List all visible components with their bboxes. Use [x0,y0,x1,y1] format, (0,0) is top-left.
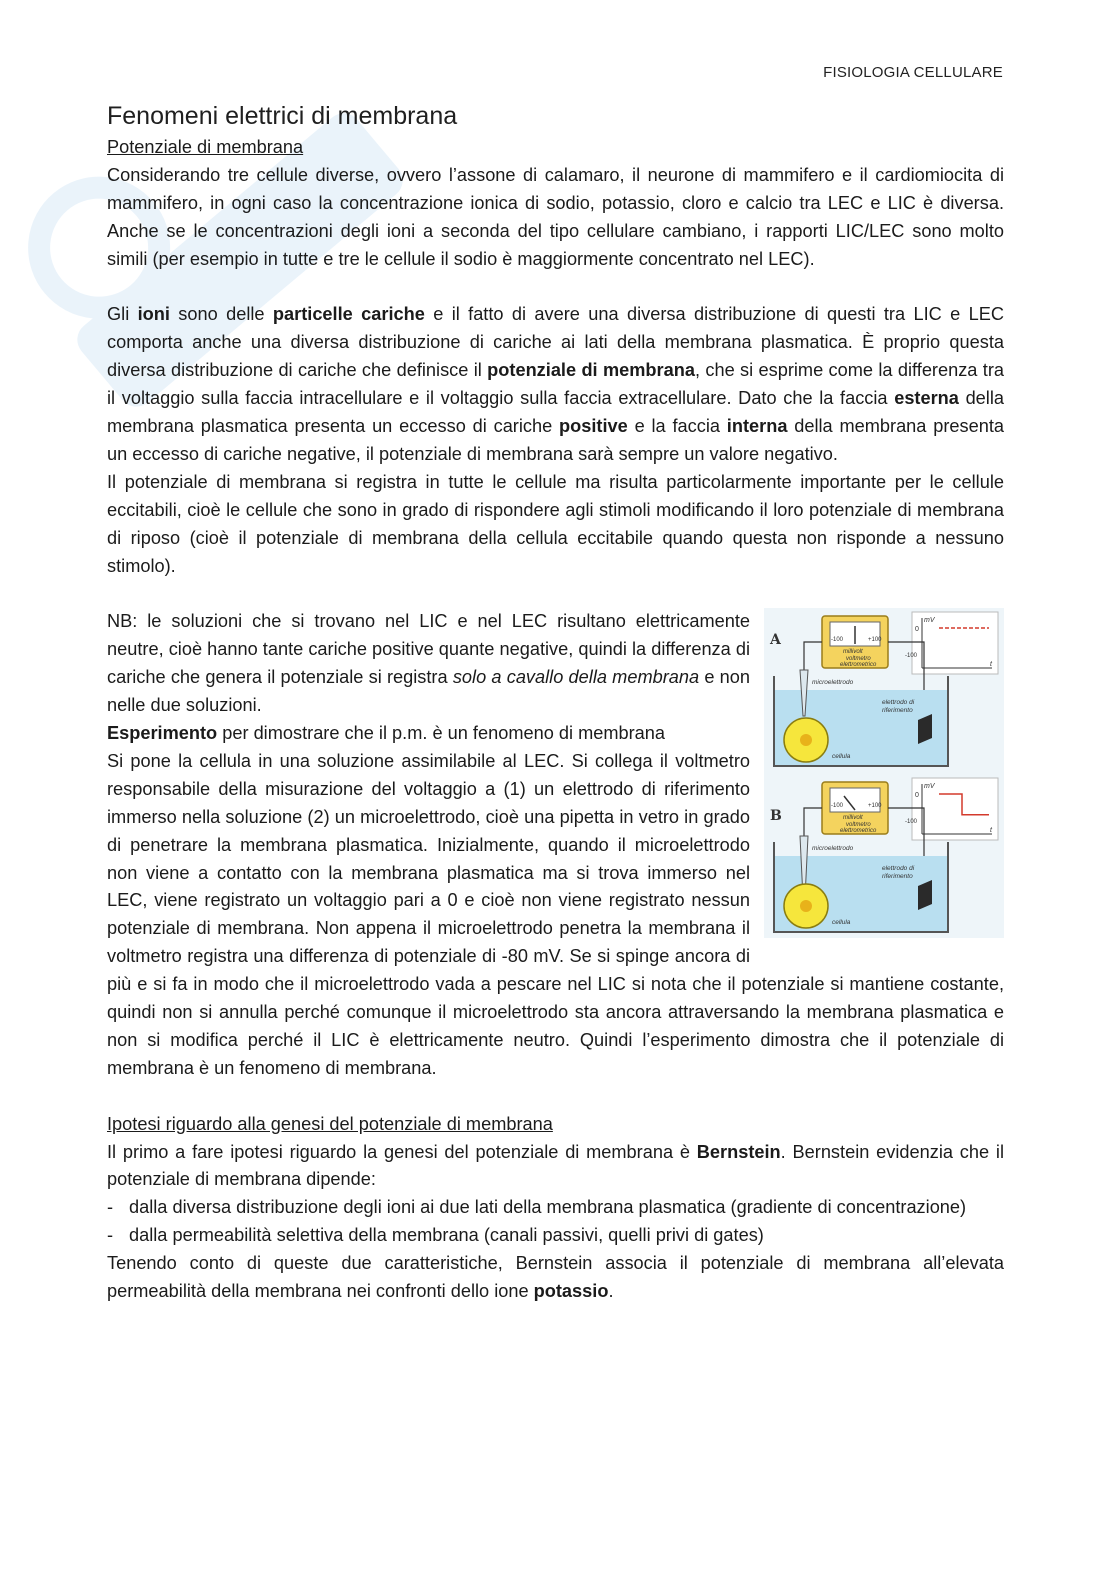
figure-panel-a [769,612,998,766]
svg-text:riferimento: riferimento [882,707,913,715]
svg-text:-100: -100 [831,803,844,810]
svg-text:riferimento: riferimento [882,873,913,881]
subheading-potenziale: Potenziale di membrana [107,137,304,157]
term-ioni: ioni [137,304,170,325]
term-potassio: potassio [533,1281,609,1302]
svg-text:millivolt: millivolt [843,649,863,656]
svg-text:t: t [990,827,992,835]
term-positive: positive [559,416,628,437]
svg-text:cellula: cellula [832,919,851,927]
svg-text:elettrometrico: elettrometrico [840,828,877,835]
paragraph-4: Si pone la cellula in una soluzione assimilabile al LEC. Si collega il voltmetro responsabile della misurazione del voltaggio a (1) un elettrodo di riferimento immerso nella soluzione (2) un microelettrodo, cioè una pipetta in vetro in grado di penetrare la membrana plasmatica. Inizialmente, quando il microelettrodo non viene a contatto con la membrana plasmatica ma si trova immerso nel LEC, viene registrato un voltaggio pari a 0 e cioè non viene registrato nessun potenziale di membrana. Non appena il microelettrodo penetra la membrana il voltmetro registra una differenza di potenziale di -80 mV. Se si spinge ancora di più e si fa in modo che il microelettrodo vada a pescare nel LIC si nota che il potenziale si mantiene costante, quindi non si annulla perché comunque il microelettrodo sta ancora attraversando la membrana plasmatica e non si modifica perché il LIC è elettricamente neutro. Quindi l’esperimento dimostra che il potenziale di membrana è un fenomeno di membrana. [107,750,1004,1078]
term-interna: interna [726,416,788,437]
figure-panel-b [770,778,998,932]
section-title: Fenomeni elettrici di membrana [107,102,458,130]
paragraph-6: Tenendo conto di queste due caratteristiche, Bernstein associa il potenziale di membrana all’elevata permeabilità della membrana nei confronti dello ione potassio. [107,1253,1004,1302]
svg-text:-100: -100 [831,637,844,644]
paragraph-5: Il primo a fare ipotesi riguardo la genesi del potenziale di membrana è Bernstein. Bernstein evidenzia che il potenziale di membrana dipende: [107,1141,1004,1190]
svg-text:mV: mV [924,617,935,625]
svg-text:mV: mV [924,783,935,791]
paragraph-3: Il potenziale di membrana si registra in tutte le cellule ma risulta particolarmente importante per le cellule eccitabili, cioè le cellule che sono in grado di rispondere agli stimoli modificando il loro potenziale di membrana di riposo (cioè il potenziale di membrana della cellula eccitabile quando questa non risponde a nessuno stimolo). [107,471,1004,576]
experiment-figure [764,608,1004,938]
panel-b-label: B [770,808,782,825]
svg-text:+100: +100 [868,803,882,810]
svg-text:microelettrodo: microelettrodo [812,845,854,853]
dependency-list [107,1194,1004,1250]
svg-text:-100: -100 [905,653,918,660]
svg-text:t: t [990,661,992,669]
paragraph-esperimento: Esperimento per dimostrare che il p.m. è un fenomeno di membrana [107,723,666,743]
panel-a-label: A [770,632,781,649]
term-esperimento: Esperimento [107,723,218,743]
term-esterna: esterna [894,388,959,409]
svg-text:microelettrodo: microelettrodo [812,679,854,687]
term-potenziale-di-membrana: potenziale di membrana [487,360,695,381]
svg-text:0: 0 [915,626,919,634]
phrase-solo-a-cavallo: solo a cavallo della membrana [452,667,700,688]
term-particelle-cariche: particelle cariche [272,304,425,325]
svg-text:-100: -100 [905,819,918,826]
term-bernstein: Bernstein [696,1141,781,1162]
paragraph-nb: NB: le soluzioni che si trovano nel LIC e nel LEC risultano elettricamente neutre, cioè hanno tante cariche positive quante negative, quindi la differenza di cariche che genera il potenziale si registra solo a cavallo della membrana e non nelle due soluzioni. [107,611,750,716]
paragraph-1: Considerando tre cellule diverse, ovvero l’assone di calamaro, il neurone di mammifero e il cardiomiocita di mammifero, in ogni caso la concentrazione ionica di sodio, potassio, cloro e calcio tra LEC e LIC è diversa. Anche se le concentrazioni degli ioni a seconda del tipo cellulare cambiano, i rapporti LIC/LEC sono molto simili (per esempio in tutte e tre le cellule il sodio è maggiormente concentrato nel LEC). [107,164,1004,269]
svg-text:voltmetro: voltmetro [846,822,871,829]
running-header: FISIOLOGIA CELLULARE [823,64,1003,81]
list-item: - dalla permeabilità selettiva della membrana (canali passivi, quelli privi di gates) [107,1225,764,1246]
list-item: - dalla diversa distribuzione degli ioni ai due lati della membrana plasmatica (gradiente di concentrazione) [107,1197,967,1218]
svg-text:millivolt: millivolt [843,815,863,822]
subheading-ipotesi: Ipotesi riguardo alla genesi del potenziale di membrana [107,1113,553,1134]
paragraph-2: Gli ioni sono delle particelle cariche e il fatto di avere una diversa distribuzione di questi tra LIC e LEC comporta anche una diversa distribuzione di cariche ai lati della membrana plasmatica. È proprio questa diversa distribuzione di cariche che definisce il potenziale di membrana, che si esprime come la differenza tra il voltaggio sulla faccia intracellulare e il voltaggio sulla faccia extracellulare. Dato che la faccia esterna della membrana plasmatica presenta un eccesso di cariche positive e la faccia interna della membrana presenta un eccesso di cariche negative, il potenziale di membrana sarà sempre un valore negativo. [107,304,1005,464]
document-body [107,100,1004,1306]
svg-text:elettrodo di: elettrodo di [882,865,915,873]
svg-text:elettrodo di: elettrodo di [882,699,915,707]
svg-text:cellula: cellula [832,753,851,761]
svg-text:+100: +100 [868,637,882,644]
svg-text:voltmetro: voltmetro [846,656,871,663]
svg-text:elettrometrico: elettrometrico [840,662,877,669]
svg-text:0: 0 [915,792,919,800]
